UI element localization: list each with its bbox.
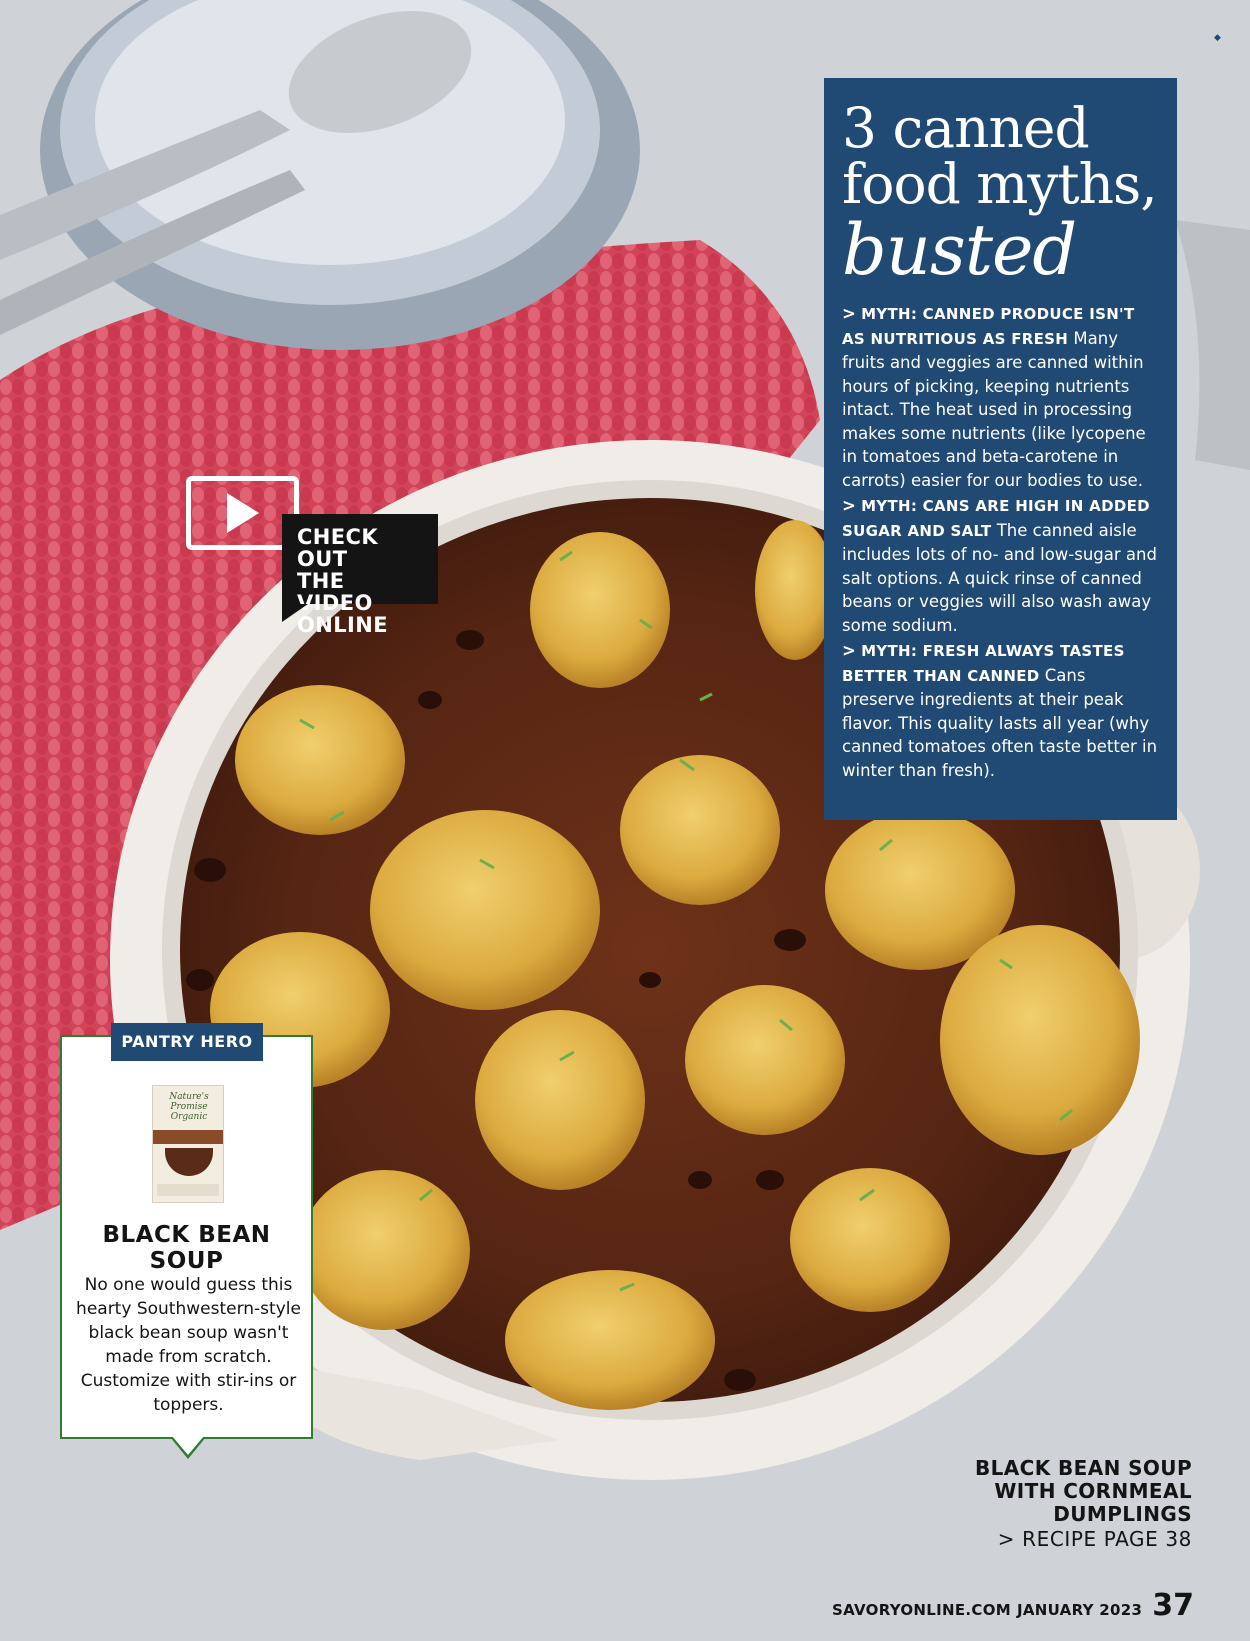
myth-item xyxy=(842,639,1159,782)
myth-arrow: > xyxy=(842,641,856,660)
soup-bowl-icon xyxy=(165,1148,213,1176)
play-triangle-icon xyxy=(227,493,259,533)
myth-item xyxy=(842,494,1159,637)
myth-heading: MYTH: CANS ARE HIGH IN ADDED SUGAR AND SALT xyxy=(842,497,1150,540)
product-brand: Nature's Promise Organic xyxy=(169,1092,209,1122)
page-footer xyxy=(832,1588,1194,1623)
myth-item xyxy=(842,302,1159,492)
video-line2: THE VIDEO xyxy=(297,569,373,615)
issue-date: JANUARY 2023 xyxy=(1017,1601,1143,1619)
pantry-hero-tag: PANTRY HERO xyxy=(111,1023,263,1061)
caption-line1: BLACK BEAN SOUP xyxy=(975,1456,1192,1480)
pantry-hero-box xyxy=(60,1032,313,1439)
pantry-hero-title xyxy=(62,1222,311,1274)
myth-body: Many fruits and veggies are canned within hours of picking, keeping nutrients intact. The heat used in processing makes some nutrients (like lycopene in tomatoes and beta-carotene in carrots) easier for our bodies to use. xyxy=(842,328,1146,490)
page-number: 37 xyxy=(1152,1588,1194,1623)
video-callout-tail xyxy=(282,604,308,622)
recipe-page-link[interactable]: > RECIPE PAGE 38 xyxy=(997,1527,1192,1551)
myths-title-script: busted xyxy=(842,209,1077,291)
myth-heading: MYTH: CANNED PRODUCE ISN'T AS NUTRITIOUS AS FRESH xyxy=(842,305,1135,348)
pantry-title-line1: BLACK BEAN xyxy=(102,1222,271,1248)
photo-caption xyxy=(975,1457,1192,1552)
caption-line3: DUMPLINGS xyxy=(1053,1502,1192,1526)
myths-title-line2: food myths, xyxy=(842,152,1157,216)
corner-logo-icon: ◆ xyxy=(1214,33,1221,43)
website-link[interactable]: SAVORYONLINE.COM xyxy=(832,1601,1012,1619)
pantry-hero-body: No one would guess this hearty Southwestern-style black bean soup wasn't made from scratch. Customize with stir-ins or toppers. xyxy=(76,1275,301,1415)
myth-arrow: > xyxy=(842,496,856,515)
myth-heading: MYTH: FRESH ALWAYS TASTES BETTER THAN CANNED xyxy=(842,642,1125,685)
myths-title-line1: 3 canned xyxy=(842,96,1089,160)
pantry-title-line2: SOUP xyxy=(149,1248,224,1274)
soup-carton-image xyxy=(152,1085,224,1203)
myth-body: The canned aisle includes lots of no- and low-sugar and salt options. A quick rinse of canned beans or veggies will also wash away some sodium. xyxy=(842,520,1157,635)
video-line3: ONLINE xyxy=(297,613,388,637)
video-callout[interactable] xyxy=(282,514,438,637)
myth-body: Cans preserve ingredients at their peak flavor. This quality lasts all year (why canned tomatoes often taste better in winter than fresh). xyxy=(842,665,1158,780)
video-line1: CHECK OUT xyxy=(297,525,379,571)
myth-arrow: > xyxy=(842,304,856,323)
myths-panel xyxy=(824,78,1177,820)
caption-line2: WITH CORNMEAL xyxy=(994,1479,1192,1503)
